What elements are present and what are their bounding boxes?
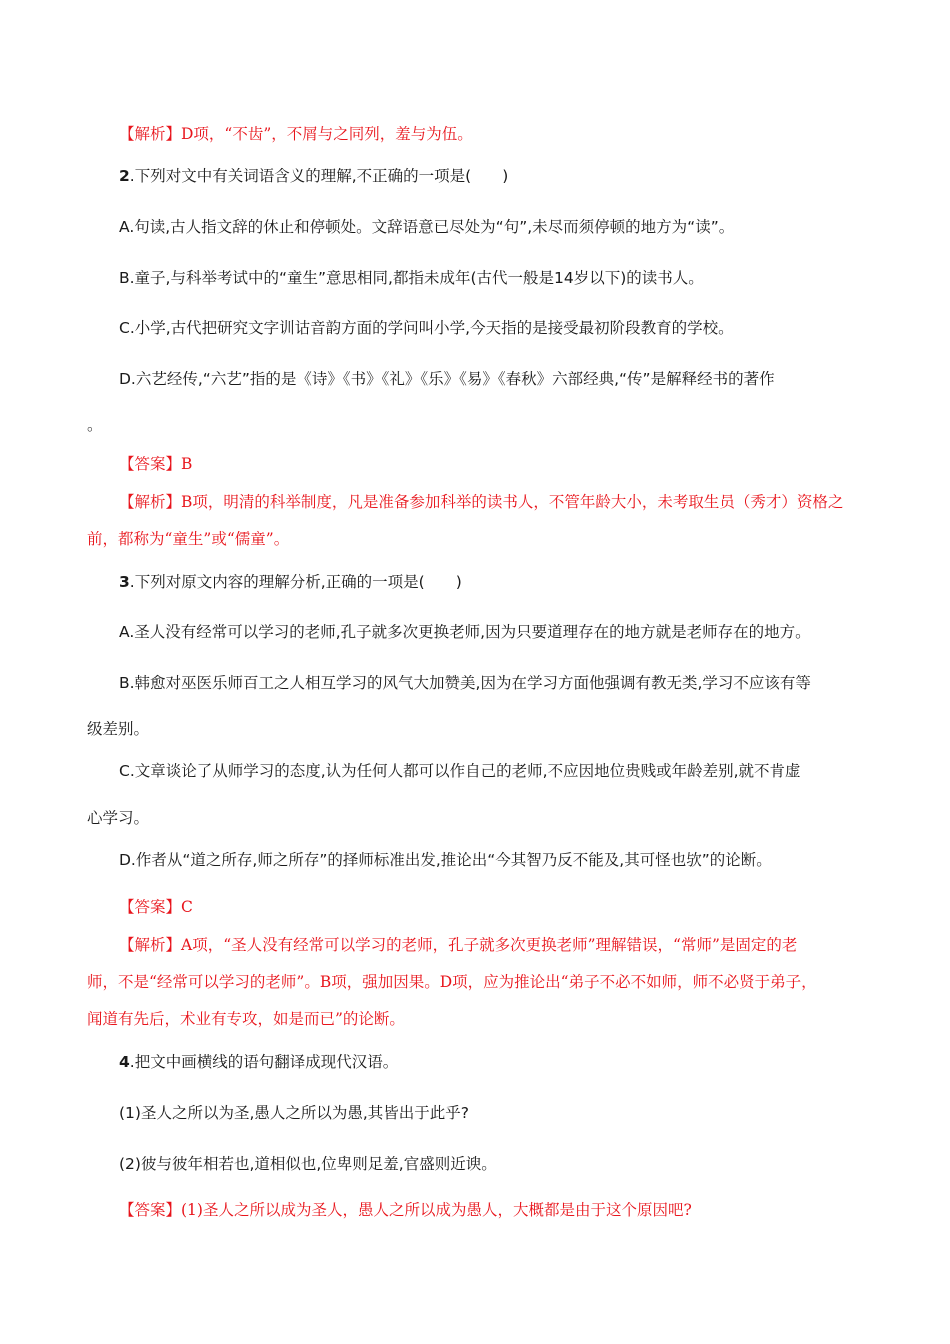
question-2-option-c: C.小学,古代把研究文字训诂音韵方面的学问叫小学,今天指的是接受最初阶段教育的学校。: [119, 319, 734, 337]
answer-q2: 【答案】B: [119, 455, 193, 473]
analysis-q3-line1: 【解析】A项，“圣人没有经常可以学习的老师，孔子就多次更换老师”理解错误，“常师”是固定的老: [119, 936, 798, 954]
question-3-option-c-cont: 心学习。: [87, 809, 150, 827]
question-3-option-b-cont: 级差别。: [87, 720, 150, 738]
question-2-number: 2: [119, 167, 130, 185]
analysis-q3-line2: 师，不是“经常可以学习的老师”。B项，强加因果。D项，应为推论出“弟子不必不如师，师不必贤于弟子，: [87, 973, 817, 991]
question-3-text: .下列对原文内容的理解分析,正确的一项是( ): [129, 573, 462, 591]
question-2-stem: [119, 166, 508, 186]
question-4-stem: [119, 1052, 398, 1072]
question-2-option-d: D.六艺经传,“六艺”指的是《诗》《书》《礼》《乐》《易》《春秋》六部经典,“传”是解释经书的著作: [119, 370, 775, 388]
question-3-option-a: A.圣人没有经常可以学习的老师,孔子就多次更换老师,因为只要道理存在的地方就是老师存在的地方。: [119, 623, 811, 641]
question-4-sentence-1: (1)圣人之所以为圣,愚人之所以为愚,其皆出于此乎?: [119, 1104, 470, 1122]
question-4-text: .把文中画横线的语句翻译成现代汉语。: [129, 1053, 399, 1071]
analysis-q2-line1: 【解析】B项，明清的科举制度，凡是准备参加科举的读书人，不管年龄大小，未考取生员（秀才）资格之: [119, 493, 844, 511]
analysis-q2-line2: 前，都称为“童生”或“儒童”。: [87, 530, 290, 548]
analysis-q1: 【解析】D项，“不齿”，不屑与之同列，羞与为伍。: [119, 125, 473, 143]
question-4-number: 4: [119, 1053, 130, 1071]
question-2-option-a: A.句读,古人指文辞的休止和停顿处。文辞语意已尽处为“句”,未尽而须停顿的地方为“读”。: [119, 218, 735, 236]
question-3-option-c: C.文章谈论了从师学习的态度,认为任何人都可以作自己的老师,不应因地位贵贱或年龄差别,就不肯虚: [119, 762, 801, 780]
question-3-number: 3: [119, 573, 130, 591]
answer-q4: 【答案】(1)圣人之所以成为圣人，愚人之所以成为愚人，大概都是由于这个原因吧?: [119, 1201, 692, 1219]
question-2-option-d-cont: 。: [87, 416, 103, 434]
question-4-sentence-2: (2)彼与彼年相若也,道相似也,位卑则足羞,官盛则近谀。: [119, 1155, 497, 1173]
answer-q3: 【答案】C: [119, 898, 193, 916]
question-3-option-b: B.韩愈对巫医乐师百工之人相互学习的风气大加赞美,因为在学习方面他强调有教无类,学习不应该有等: [119, 674, 811, 692]
question-3-stem: [119, 572, 462, 592]
question-2-text: .下列对文中有关词语含义的理解,不正确的一项是( ): [129, 167, 509, 185]
question-3-option-d: D.作者从“道之所存,师之所存”的择师标准出发,推论出“今其智乃反不能及,其可怪也欤”的论断。: [119, 851, 772, 869]
question-2-option-b: B.童子,与科举考试中的“童生”意思相同,都指未成年(古代一般是14岁以下)的读书人。: [119, 269, 704, 287]
analysis-q3-line3: 闻道有先后，术业有专攻，如是而已”的论断。: [87, 1010, 405, 1028]
